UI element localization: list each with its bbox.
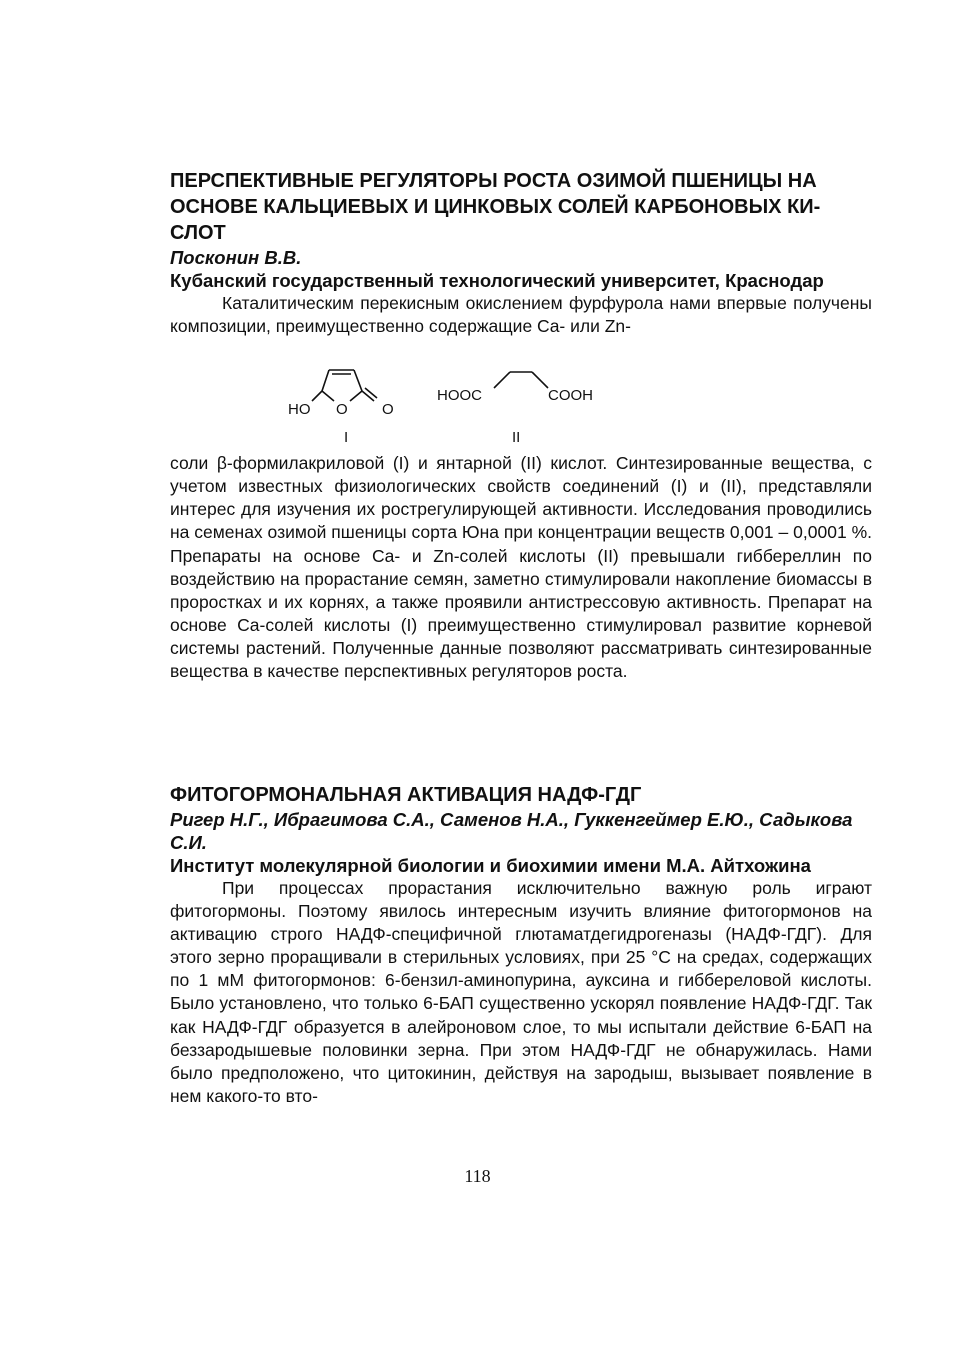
- label-cooh: COOH: [548, 387, 593, 405]
- label-o-ring: O: [336, 401, 348, 419]
- chemical-structures: [170, 340, 872, 446]
- section-2-title: ФИТОГОРМОНАЛЬНАЯ АКТИВАЦИЯ НАДФ-ГДГ: [170, 784, 642, 806]
- abstract-section-1: [170, 168, 872, 683]
- section-1-title: ПЕРСПЕКТИВНЫЕ РЕГУЛЯТОРЫ РОСТА ОЗИМОЙ ПШЕНИЦЫ НА ОСНОВЕ КАЛЬЦИЕВЫХ И ЦИНКОВЫХ СОЛЕЙ КАРБОНОВЫХ КИ-СЛОТ: [170, 170, 821, 244]
- succinic-acid-chain: [494, 372, 548, 388]
- section-2-affiliation: Институт молекулярной биологии и биохимии имени М.А. Айтхожина: [170, 855, 811, 876]
- numeral-2: II: [512, 429, 521, 447]
- section-2-authors: Ригер Н.Г., Ибрагимова С.А., Саменов Н.А., Гуккенгеймер Е.Ю., Садыкова С.И.: [170, 809, 853, 853]
- page-number: 118: [464, 1166, 491, 1186]
- label-o-carbonyl: O: [382, 401, 394, 419]
- section-1-paragraph-2: соли β-формилакриловой (I) и янтарной (II) кислот. Синтезированные вещества, с учетом известных физиологических свойств соединений (I) и (II), представляли интерес для изучения их рострегулирующей активности. Исследования проводились на семенах озимой пшеницы сорта Юна при концентрации веществ 0,001 – 0,0001 %. Препараты на основе Ca- и Zn-солей кислоты (II) превышали гиббереллин по воздействию на прорастание семян, заметно стимулировали накопление биомассы в проростках и их корнях, а также проявили антистрессовую активность. Препарат на основе Ca-солей кислоты (I) преимущественно стимулировал развитие корневой системы растений. Полученные данные позволяют рассматривать синтезированные вещества в качестве перспективных регуляторов роста.: [170, 453, 872, 682]
- label-ho: HO: [288, 401, 311, 419]
- furanone-ring: [312, 370, 377, 401]
- section-2-paragraph-1: При процессах прорастания исключительно важную роль играют фитогормоны. Поэтому явилось интересным изучить влияние фитогормонов на активацию строго НАДФ-специфичной глютаматдегидрогеназы (НАДФ-ГДГ). Для этого зерно проращивали в стерильных условиях, при 25 °С на средах, содержащих по 1 мМ фитогормонов: 6-бензил-аминопурина, ауксина и гиббереловой кислоты. Было установлено, что только 6-БАП существенно ускорял появление НАДФ-ГДГ. Так как НАДФ-ГДГ образуется в алейроновом слое, то мы испытали действие 6-БАП на беззародышевые половинки зерна. При этом НАДФ-ГДГ не обнаружилась. Нами было предположено, что цитокинин, действуя на зародыш, вызывает появление в нем какого-то вто-: [170, 878, 872, 1106]
- numeral-1: I: [344, 429, 349, 447]
- chemical-structures-drawing: [170, 340, 872, 446]
- abstract-section-2: [170, 782, 872, 1108]
- label-hooc: HOOC: [437, 387, 482, 405]
- section-1-affiliation: Кубанский государственный технологический университет, Краснодар: [170, 270, 824, 291]
- section-1-authors: Посконин В.В.: [170, 247, 302, 268]
- section-1-paragraph-1: Каталитическим перекисным окислением фурфурола нами впервые получены композиции, преимущественно содержащие Ca- или Zn-: [170, 293, 872, 337]
